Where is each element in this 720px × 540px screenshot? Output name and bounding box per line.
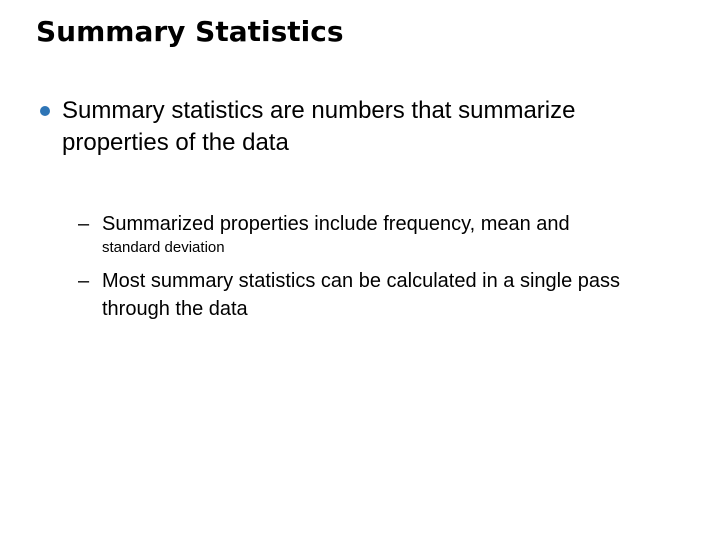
bullet-marker-icon: [40, 106, 50, 116]
bullet-item: [36, 95, 686, 159]
sub-bullet-text: [102, 210, 688, 258]
bullet-text: Summary statistics are numbers that summarize properties of the data: [62, 97, 576, 156]
sub-bullet-text: Most summary statistics can be calculated in a single pass through the data: [102, 270, 620, 320]
dash-icon: –: [78, 270, 90, 292]
dash-icon: –: [78, 213, 90, 235]
sub-bullet-continuation: standard deviation: [102, 239, 225, 256]
sub-bullet-line: Summarized properties include frequency, mean and: [102, 213, 570, 235]
sub-bullet-item: [78, 210, 688, 258]
slide-title: Summary Statistics: [36, 15, 344, 48]
sub-bullet-item: [78, 267, 688, 323]
